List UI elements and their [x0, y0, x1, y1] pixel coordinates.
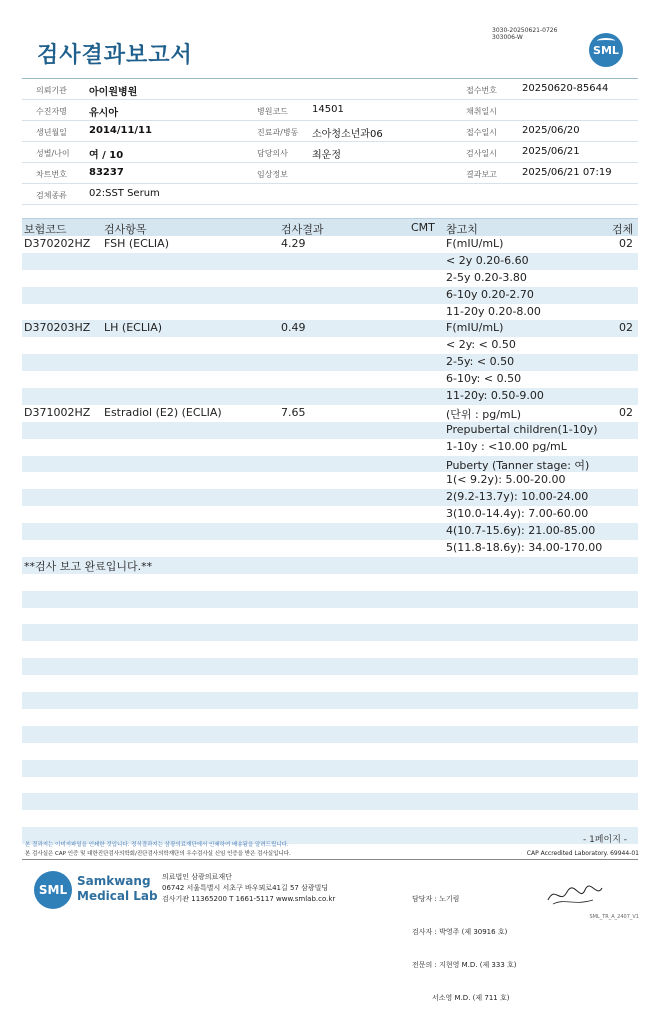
company-info-line: 06742 서울특별시 서초구 바우뫼로41길 57 삼광빌딩 — [162, 884, 329, 892]
cell-result: 0.49 — [281, 321, 306, 335]
empty-row — [22, 624, 638, 641]
cell-ref: F(mIU/mL) — [446, 321, 504, 335]
field-label: 생년월일 — [36, 128, 67, 137]
empty-row — [22, 608, 638, 625]
empty-row — [22, 777, 638, 794]
field-label: 채취일시 — [466, 107, 497, 116]
staff-line: 전문의 : 지현영 M.D. (제 333 호) — [412, 961, 517, 969]
field-label: 의뢰기관 — [36, 86, 67, 95]
document-code: 303006-W — [492, 34, 523, 41]
cell-ref: 5(11.8-18.6y): 34.00-170.00 — [446, 541, 603, 555]
field-label: 검체종류 — [36, 191, 67, 200]
table-row — [22, 287, 638, 304]
page-number: - 1페이지 - — [582, 835, 627, 845]
empty-row — [22, 709, 638, 726]
col-cmt: CMT — [411, 221, 435, 234]
empty-row — [22, 810, 638, 827]
footer-divider — [22, 859, 638, 860]
table-row — [22, 472, 638, 489]
field-value: 2014/11/11 — [89, 125, 152, 136]
cell-ref: 6-10y: < 0.50 — [446, 372, 522, 386]
field-label: 성별/나이 — [36, 149, 70, 158]
cell-ref: < 2y 0.20-6.60 — [446, 253, 529, 267]
field-label: 진료과/병동 — [257, 128, 299, 137]
table-row — [22, 253, 638, 270]
col-insurance-code: 보험코드 — [24, 223, 67, 236]
field-label: 수진자명 — [36, 107, 67, 116]
table-row — [22, 557, 638, 574]
field-label: 접수번호 — [466, 86, 497, 95]
header-row — [22, 163, 638, 184]
empty-row — [22, 793, 638, 810]
field-value: 02:SST Serum — [89, 188, 160, 199]
cell-ref: 3(10.0-14.4y): 7.00-60.00 — [446, 507, 589, 521]
empty-row — [22, 574, 638, 591]
document-code: 3030-20250621-0726 — [492, 27, 558, 34]
table-row — [22, 405, 638, 422]
table-row — [22, 422, 638, 439]
field-value: 유시아 — [89, 108, 118, 119]
header-row — [22, 100, 638, 121]
cell-ref: 1(< 9.2y): 5.00-20.00 — [446, 473, 566, 487]
table-row — [22, 489, 638, 506]
field-label: 병원코드 — [257, 107, 288, 116]
cell-code: **검사 보고 완료입니다.** — [24, 559, 153, 573]
empty-row — [22, 658, 638, 675]
table-row — [22, 320, 638, 337]
company-info — [162, 872, 335, 905]
cell-ref: 4(10.7-15.6y): 21.00-85.00 — [446, 524, 596, 538]
cap-accreditation: CAP Accredited Laboratory. 69944-01 — [526, 850, 639, 857]
col-reference: 참고치 — [446, 223, 478, 236]
field-value: 2025/06/20 — [522, 125, 580, 136]
company-name-line: Samkwang — [77, 874, 151, 888]
cell-ref: 2-5y 0.20-3.80 — [446, 270, 527, 284]
cell-result: 7.65 — [281, 405, 306, 419]
cell-ref: 11-20y: 0.50-9.00 — [446, 389, 544, 403]
field-label: 결과보고 — [466, 170, 497, 179]
col-test-item: 검사항목 — [104, 223, 147, 236]
cell-ref: 2(9.2-13.7y): 10.00-24.00 — [446, 490, 589, 504]
table-row — [22, 236, 638, 253]
cell-code: D370203HZ — [24, 321, 91, 335]
table-row — [22, 270, 638, 287]
cell-ref: 11-20y 0.20-8.00 — [446, 304, 541, 318]
samkwang-logo: SML — [34, 871, 72, 909]
table-row — [22, 354, 638, 371]
field-label: 접수일시 — [466, 128, 497, 137]
field-value: 여 / 10 — [89, 150, 124, 161]
cell-ref: Prepubertal children(1-10y) — [446, 422, 598, 436]
print-notice: 본 결과지는 이미지파일을 인쇄한 것입니다. 정식결과지는 삼광의료재단에서 인쇄하여 배송됨을 알려드립니다. — [25, 842, 289, 848]
table-header — [22, 218, 638, 236]
empty-row — [22, 591, 638, 608]
empty-row — [22, 692, 638, 709]
document-codes — [492, 27, 557, 41]
patient-info-header — [22, 78, 638, 205]
col-specimen: 검체 — [612, 223, 634, 236]
col-result: 검사결과 — [281, 223, 324, 236]
report-title: 검사결과보고서 — [37, 43, 193, 68]
cell-spec: 02 — [619, 237, 633, 250]
field-value: 2025/06/21 — [522, 146, 580, 157]
cell-ref: (단위 : pg/mL) — [446, 407, 522, 421]
table-row — [22, 371, 638, 388]
header-row — [22, 184, 638, 205]
cell-ref: Puberty (Tanner stage: 여) — [446, 458, 590, 472]
table-row — [22, 540, 638, 557]
field-label: 담당의사 — [257, 149, 288, 158]
empty-row — [22, 760, 638, 777]
result-table — [22, 218, 638, 844]
empty-row — [22, 726, 638, 743]
field-value: 20250620-85644 — [522, 83, 609, 94]
empty-row — [22, 675, 638, 692]
field-label: 임상정보 — [257, 170, 288, 179]
field-value: 소아청소년과06 — [312, 129, 383, 140]
staff-info — [412, 872, 517, 1015]
staff-line: 담당자 : 노기림 — [412, 895, 460, 903]
table-row — [22, 388, 638, 405]
cell-ref: 6-10y 0.20-2.70 — [446, 287, 534, 301]
company-name — [77, 874, 158, 904]
form-version: SML_TR_A_2407_V1 — [589, 914, 639, 920]
cell-ref: 2-5y: < 0.50 — [446, 355, 515, 369]
sml-logo: SML — [589, 33, 623, 67]
table-row — [22, 523, 638, 540]
field-value: 2025/06/21 07:19 — [522, 167, 612, 178]
cell-code: D371002HZ — [24, 405, 91, 419]
company-info-line: 검사기관 11365200 T 1661-5117 www.smlab.co.kr — [162, 895, 336, 903]
table-row — [22, 304, 638, 321]
cell-item: LH (ECLIA) — [104, 321, 163, 335]
field-value: 83237 — [89, 167, 124, 178]
cell-ref: < 2y: < 0.50 — [446, 338, 516, 352]
cell-spec: 02 — [619, 321, 633, 335]
table-row — [22, 456, 638, 473]
staff-line: 검사자 : 박영주 (제 30916 호) — [412, 928, 508, 936]
empty-row — [22, 743, 638, 760]
company-info-line: 의료법인 삼광의료재단 — [162, 873, 232, 881]
field-value: 아이원병원 — [89, 87, 138, 98]
field-label: 검사일시 — [466, 149, 497, 158]
cell-ref: F(mIU/mL) — [446, 237, 504, 250]
header-row — [22, 121, 638, 142]
table-row — [22, 439, 638, 456]
cell-item: FSH (ECLIA) — [104, 237, 169, 250]
signature-image — [545, 880, 605, 910]
company-name-line: Medical Lab — [77, 889, 158, 903]
accreditation-notice: 본 검사실은 CAP 인증 및 대한진단검사의학회/진단검사의학재단의 우수검사실 신임 인증을 받은 검사실입니다. — [25, 851, 291, 857]
empty-row — [22, 641, 638, 658]
table-row — [22, 337, 638, 354]
cell-result: 4.29 — [281, 237, 306, 250]
field-label: 차트번호 — [36, 170, 67, 179]
cell-item: Estradiol (E2) (ECLIA) — [104, 405, 222, 419]
staff-line: 서소영 M.D. (제 711 호) — [412, 994, 510, 1002]
cell-ref: 1-10y : <10.00 pg/mL — [446, 439, 567, 453]
cell-code: D370202HZ — [24, 237, 91, 250]
header-row — [22, 79, 638, 100]
header-row — [22, 142, 638, 163]
cell-spec: 02 — [619, 405, 633, 419]
field-value: 최운정 — [312, 150, 341, 161]
table-row — [22, 506, 638, 523]
field-value: 14501 — [312, 104, 344, 115]
